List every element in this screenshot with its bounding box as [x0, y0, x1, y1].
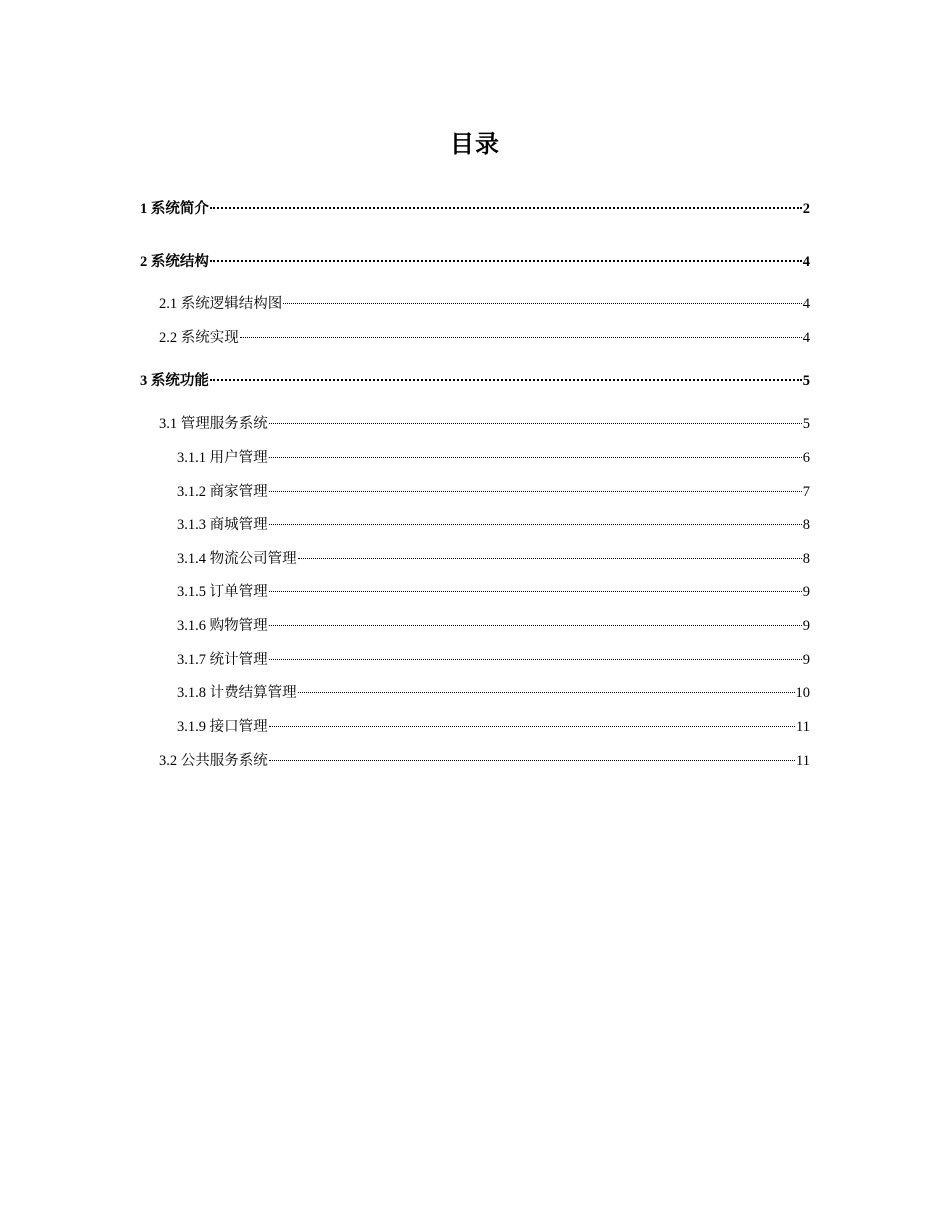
toc-entry[interactable]: [140, 246, 810, 270]
toc-entry[interactable]: [177, 576, 810, 600]
toc-entry[interactable]: [159, 745, 810, 769]
toc-entry[interactable]: [177, 543, 810, 567]
toc-entry[interactable]: [177, 677, 810, 701]
toc-entry-page: 11: [796, 753, 810, 769]
toc-entry-label: 3.1 管理服务系统: [159, 416, 268, 432]
toc-entry-label: 1 系统简介: [140, 201, 209, 217]
toc-entry-page: 7: [802, 484, 810, 500]
dot-leader: [269, 442, 802, 462]
toc-entry-label: 3.1.3 商城管理: [177, 517, 268, 533]
toc-entry-label: 3.1.5 订单管理: [177, 584, 268, 600]
dot-leader: [210, 193, 802, 213]
toc-entry-page: 5: [802, 373, 810, 389]
toc-entry-page: 6: [802, 450, 810, 466]
toc-entry-label: 3.1.7 统计管理: [177, 652, 268, 668]
toc-entry-page: 8: [802, 517, 810, 533]
toc-entry[interactable]: [177, 644, 810, 668]
toc-entry-page: 4: [802, 330, 810, 346]
dot-leader: [269, 711, 795, 731]
toc-entry-label: 2 系统结构: [140, 254, 209, 270]
dot-leader: [269, 509, 802, 529]
toc-entry-label: 3.1.2 商家管理: [177, 484, 268, 500]
toc-entry-label: 3 系统功能: [140, 373, 209, 389]
toc-title: 目录: [450, 130, 500, 158]
toc-entry-label: 3.1.8 计费结算管理: [177, 685, 297, 701]
toc-entry-label: 2.2 系统实现: [159, 330, 239, 346]
dot-leader: [210, 365, 802, 385]
toc-entry-page: 9: [802, 618, 810, 634]
toc-entry-page: 10: [795, 685, 810, 701]
toc-entry[interactable]: [177, 610, 810, 634]
toc-entry-label: 3.1.6 购物管理: [177, 618, 268, 634]
dot-leader: [269, 644, 802, 664]
toc-entry-page: 9: [802, 584, 810, 600]
toc-entry[interactable]: [140, 365, 810, 389]
dot-leader: [298, 543, 802, 563]
toc-entry[interactable]: [159, 288, 810, 312]
toc-entry-page: 9: [802, 652, 810, 668]
toc-entry-page: 2: [802, 201, 810, 217]
toc-entry-label: 3.1.1 用户管理: [177, 450, 268, 466]
dot-leader: [269, 476, 802, 496]
toc-entry-label: 3.1.4 物流公司管理: [177, 551, 297, 567]
toc-entry-page: 4: [802, 254, 810, 270]
toc-entry-page: 5: [802, 416, 810, 432]
dot-leader: [298, 677, 795, 697]
dot-leader: [283, 288, 802, 308]
toc-entry[interactable]: [177, 476, 810, 500]
dot-leader: [240, 322, 802, 342]
dot-leader: [269, 745, 795, 765]
toc-entry[interactable]: [177, 509, 810, 533]
toc-entry-page: 4: [802, 296, 810, 312]
toc-entry[interactable]: [140, 193, 810, 217]
toc-entry-label: 3.2 公共服务系统: [159, 753, 268, 769]
dot-leader: [210, 246, 802, 266]
dot-leader: [269, 576, 802, 596]
dot-leader: [269, 610, 802, 630]
dot-leader: [269, 408, 802, 428]
toc-entry-page: 8: [802, 551, 810, 567]
toc-entry-label: 2.1 系统逻辑结构图: [159, 296, 283, 312]
toc-entry[interactable]: [177, 711, 810, 735]
toc-entry[interactable]: [159, 322, 810, 346]
toc-entry[interactable]: [159, 408, 810, 432]
toc-entry-page: 11: [796, 719, 810, 735]
toc-entry[interactable]: [177, 442, 810, 466]
toc-entry-label: 3.1.9 接口管理: [177, 719, 268, 735]
